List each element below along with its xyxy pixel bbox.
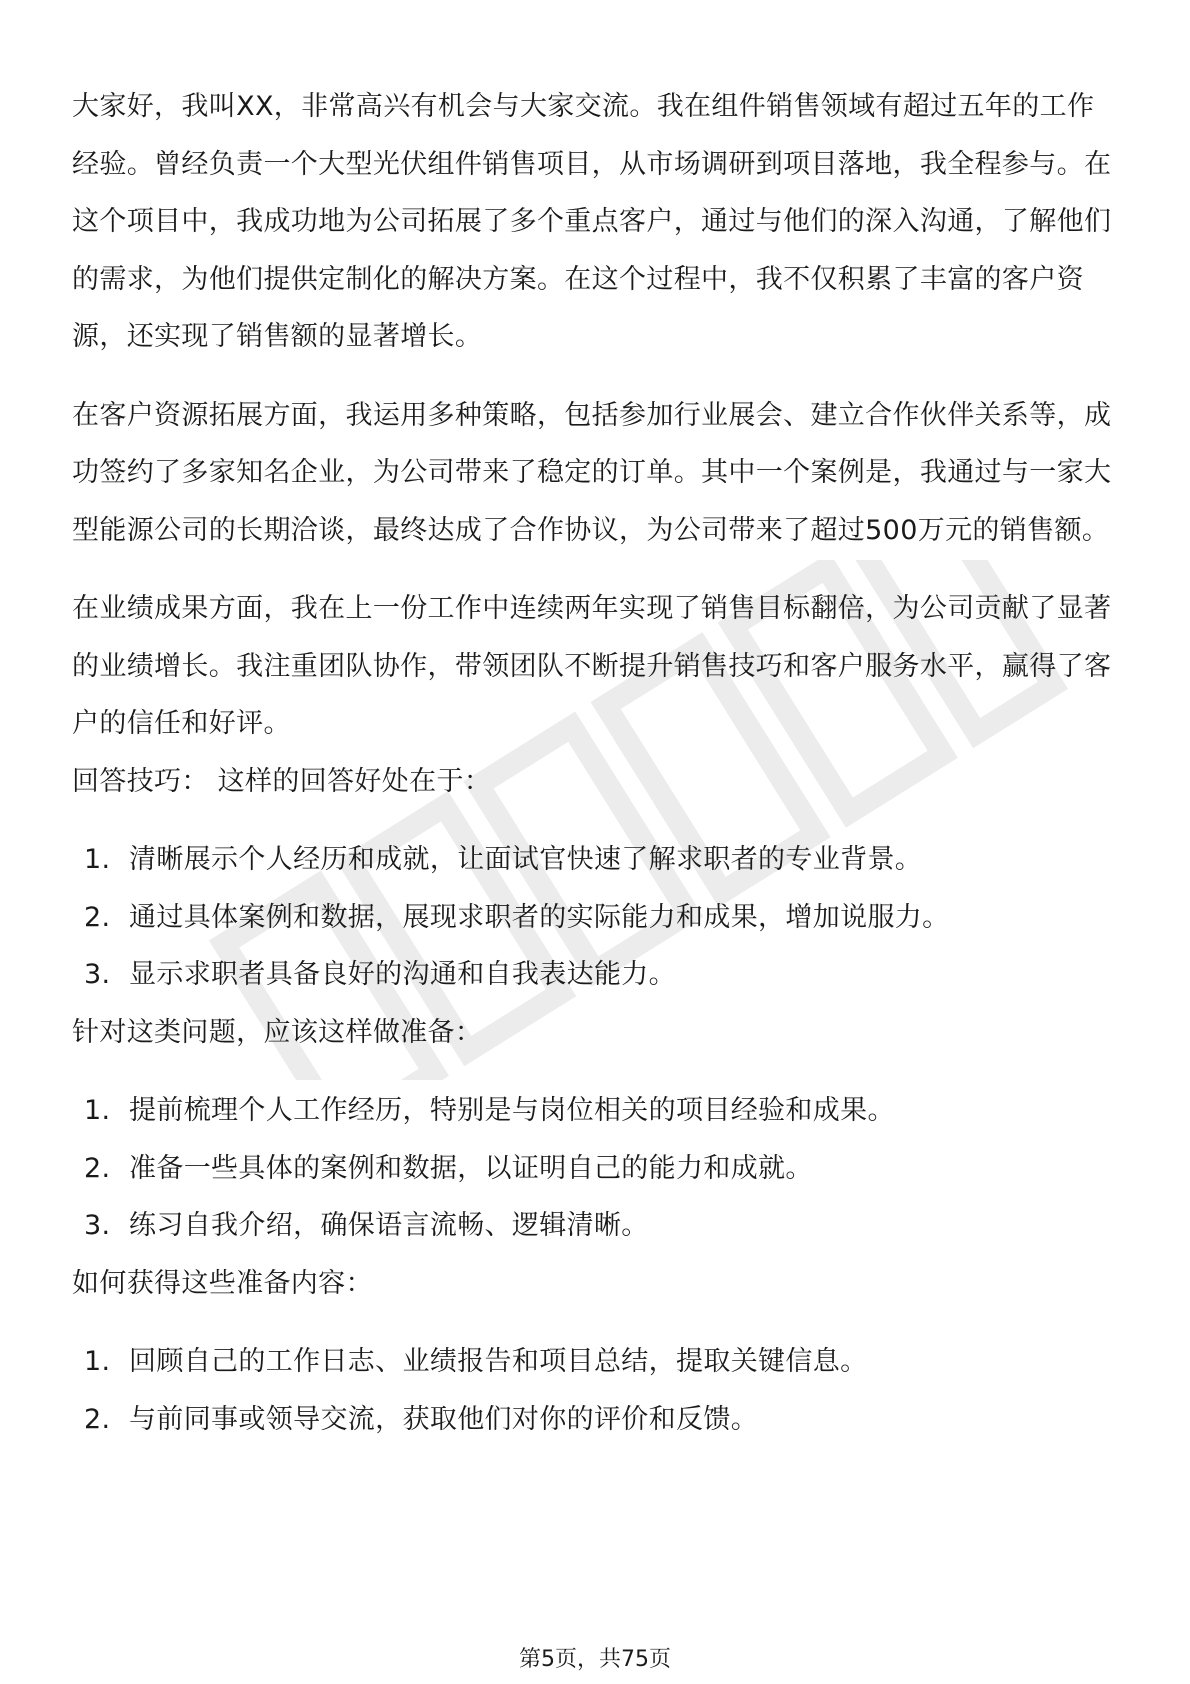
list-text: 显示求职者具备良好的沟通和自我表达能力。: [129, 959, 676, 990]
list-number: 2.: [84, 1403, 111, 1435]
list-item: [72, 889, 1118, 947]
client-resources-paragraph: 在客户资源拓展方面，我运用多种策略，包括参加行业展会、建立合作伙伴关系等，成功签约了多家知名企业，为公司带来了稳定的订单。其中一个案例是，我通过与一家大型能源公司的长期洽谈，最终达成了合作协议，为公司带来了超过500万元的销售额。: [72, 399, 1112, 546]
list-item: [72, 1082, 1118, 1140]
list-item: [72, 1140, 1118, 1198]
list-text: 与前同事或领导交流，获取他们对你的评价和反馈。: [129, 1403, 759, 1435]
list-text: 清晰展示个人经历和成就，让面试官快速了解求职者的专业背景。: [129, 844, 923, 875]
list-number: 1.: [84, 1346, 111, 1377]
list-number: 1.: [84, 844, 111, 875]
sources-heading: 如何获得这些准备内容：: [72, 1267, 373, 1299]
sources-list: [72, 1333, 1118, 1448]
document-content: [72, 78, 1118, 1448]
list-number: 2.: [84, 1152, 111, 1184]
list-item: [72, 1333, 1118, 1391]
intro-paragraph: 大家好，我叫XX，非常高兴有机会与大家交流。我在组件销售领域有超过五年的工作经验。曾经负责一个大型光伏组件销售项目，从市场调研到项目落地，我全程参与。在这个项目中，我成功地为公司拓展了多个重点客户，通过与他们的深入沟通，了解他们的需求，为他们提供定制化的解决方案。在这个过程中，我不仅积累了丰富的客户资源，还实现了销售额的显著增长。: [72, 91, 1112, 352]
list-item: [72, 1391, 1118, 1449]
list-number: 1.: [84, 1095, 111, 1126]
tips-list: [72, 831, 1118, 1004]
prepare-heading: 针对这类问题，应该这样做准备：: [72, 1016, 483, 1048]
list-text: 准备一些具体的案例和数据，以证明自己的能力和成就。: [129, 1152, 813, 1184]
list-text: 提前梳理个人工作经历，特别是与岗位相关的项目经验和成果。: [129, 1095, 895, 1126]
list-text: 练习自我介绍，确保语言流畅、逻辑清晰。: [129, 1210, 649, 1241]
list-number: 2.: [84, 901, 111, 933]
prepare-list: [72, 1082, 1118, 1255]
list-item: [72, 831, 1118, 889]
list-number: 3.: [84, 959, 111, 990]
list-text: 通过具体案例和数据，展现求职者的实际能力和成果，增加说服力。: [129, 901, 950, 933]
page-footer: 第5页，共75页: [519, 1647, 671, 1672]
list-item: [72, 946, 1118, 1004]
tips-heading: 回答技巧： 这样的回答好处在于：: [72, 765, 492, 797]
performance-paragraph: 在业绩成果方面，我在上一份工作中连续两年实现了销售目标翻倍，为公司贡献了显著的业绩增长。我注重团队协作，带领团队不断提升销售技巧和客户服务水平，赢得了客户的信任和好评。: [72, 593, 1112, 739]
list-item: [72, 1197, 1118, 1255]
list-text: 回顾自己的工作日志、业绩报告和项目总结，提取关键信息。: [129, 1346, 868, 1377]
list-number: 3.: [84, 1210, 111, 1241]
